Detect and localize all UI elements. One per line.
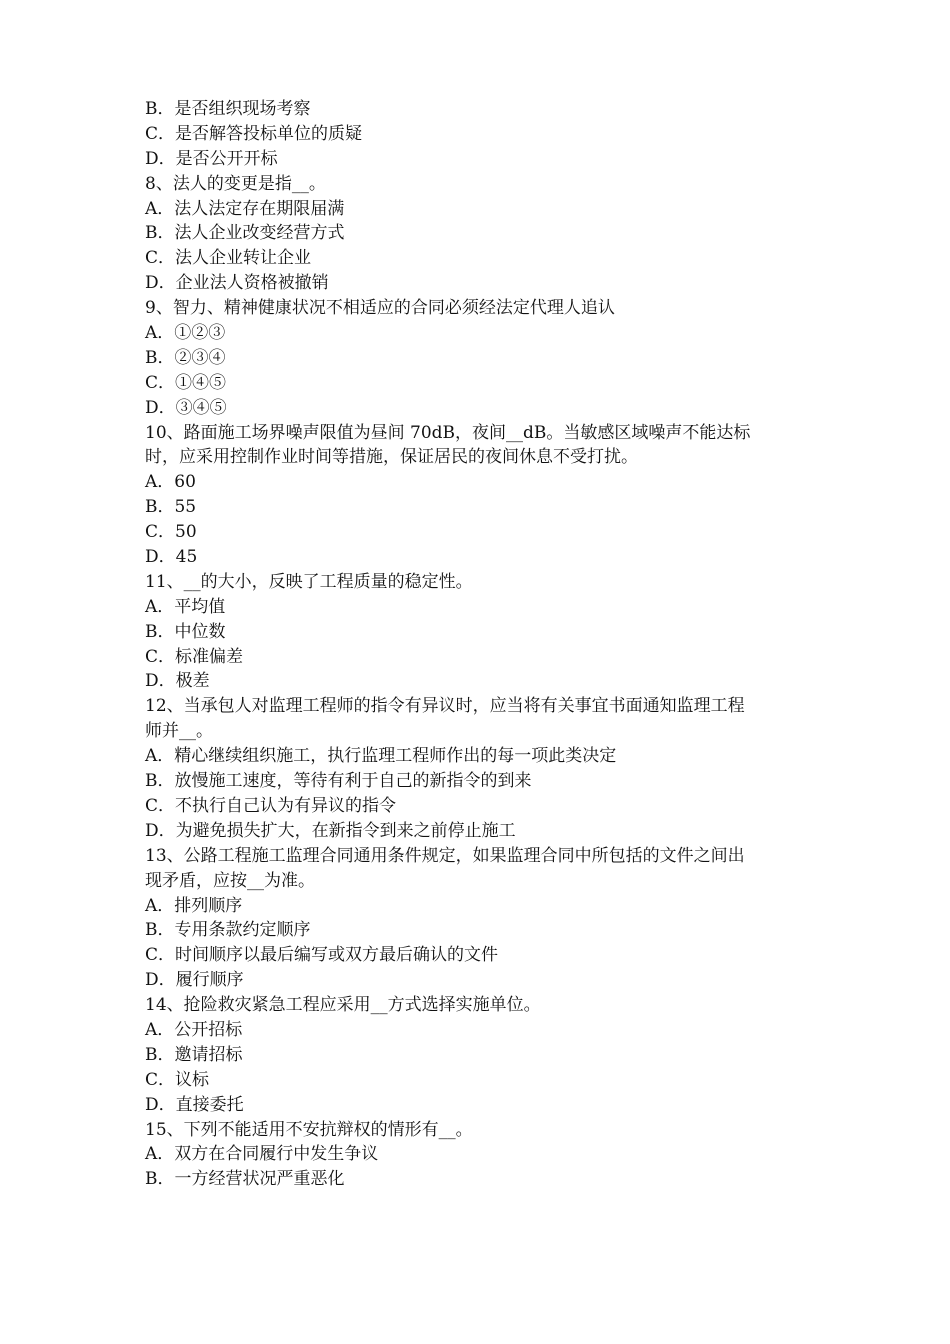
option-line: C．议标	[145, 1069, 210, 1090]
question-line: 11、__的大小，反映了工程质量的稳定性。	[145, 571, 473, 592]
option-line: B．法人企业改变经营方式	[145, 223, 345, 244]
option-line: D．极差	[145, 671, 210, 692]
question-line-continued: 时，应采用控制作业时间等措施，保证居民的夜间休息不受打扰。	[145, 447, 638, 468]
question-line: 9、智力、精神健康状况不相适应的合同必须经法定代理人追认	[145, 298, 615, 319]
option-line: B．55	[145, 497, 197, 518]
option-line: C．时间顺序以最后编写或双方最后确认的文件	[145, 945, 499, 966]
option-line: A．平均值	[145, 596, 226, 617]
option-line: C．①④⑤	[145, 372, 227, 393]
option-line: D．45	[145, 547, 198, 568]
option-line: B．是否组织现场考察	[145, 99, 311, 119]
question-line-continued: 师并__。	[145, 721, 213, 742]
question-line: 14、抢险救灾紧急工程应采用__方式选择实施单位。	[145, 995, 541, 1016]
question-line-continued: 现矛盾，应按__为准。	[145, 870, 315, 891]
option-line: A．公开招标	[145, 1019, 243, 1040]
question-line: 8、法人的变更是指__。	[145, 173, 326, 194]
question-line: 10、路面施工场界噪声限值为昼间 70dB，夜间__dB。当敏感区域噪声不能达标	[145, 422, 751, 443]
option-line: B．中位数	[145, 621, 226, 642]
option-line: B．放慢施工速度，等待有利于自己的新指令的到来	[145, 771, 532, 792]
option-line: D．直接委托	[145, 1094, 244, 1115]
option-line: A．排列顺序	[145, 895, 243, 916]
option-line: D．企业法人资格被撤销	[145, 273, 329, 294]
option-line: D．履行顺序	[145, 970, 244, 991]
question-line: 15、下列不能适用不安抗辩权的情形有__。	[145, 1119, 473, 1140]
option-line: B．一方经营状况严重恶化	[145, 1169, 345, 1190]
question-line: 13、公路工程施工监理合同通用条件规定，如果监理合同中所包括的文件之间出	[145, 845, 745, 866]
option-line: A．双方在合同履行中发生争议	[145, 1144, 379, 1165]
option-line: B．②③④	[145, 347, 226, 368]
question-line: 12、当承包人对监理工程师的指令有异议时，应当将有关事宜书面通知监理工程	[145, 696, 745, 717]
option-line: A．精心继续组织施工，执行监理工程师作出的每一项此类决定	[145, 746, 617, 767]
option-line: C．不执行自己认为有异议的指令	[145, 795, 397, 816]
option-line: B．邀请招标	[145, 1044, 243, 1065]
option-line: A．法人法定存在期限届满	[145, 198, 345, 219]
option-line: C．50	[145, 522, 197, 543]
option-line: D．是否公开开标	[145, 148, 278, 169]
document-page	[145, 97, 820, 1192]
option-line: C．是否解答投标单位的质疑	[145, 123, 363, 144]
option-line: C．标准偏差	[145, 646, 244, 667]
option-line: D．为避免损失扩大，在新指令到来之前停止施工	[145, 820, 516, 841]
option-line: C．法人企业转让企业	[145, 248, 312, 269]
option-line: D．③④⑤	[145, 397, 227, 418]
option-line: B．专用条款约定顺序	[145, 920, 311, 941]
option-line: A．60	[145, 472, 196, 493]
option-line: A．①②③	[145, 323, 226, 344]
